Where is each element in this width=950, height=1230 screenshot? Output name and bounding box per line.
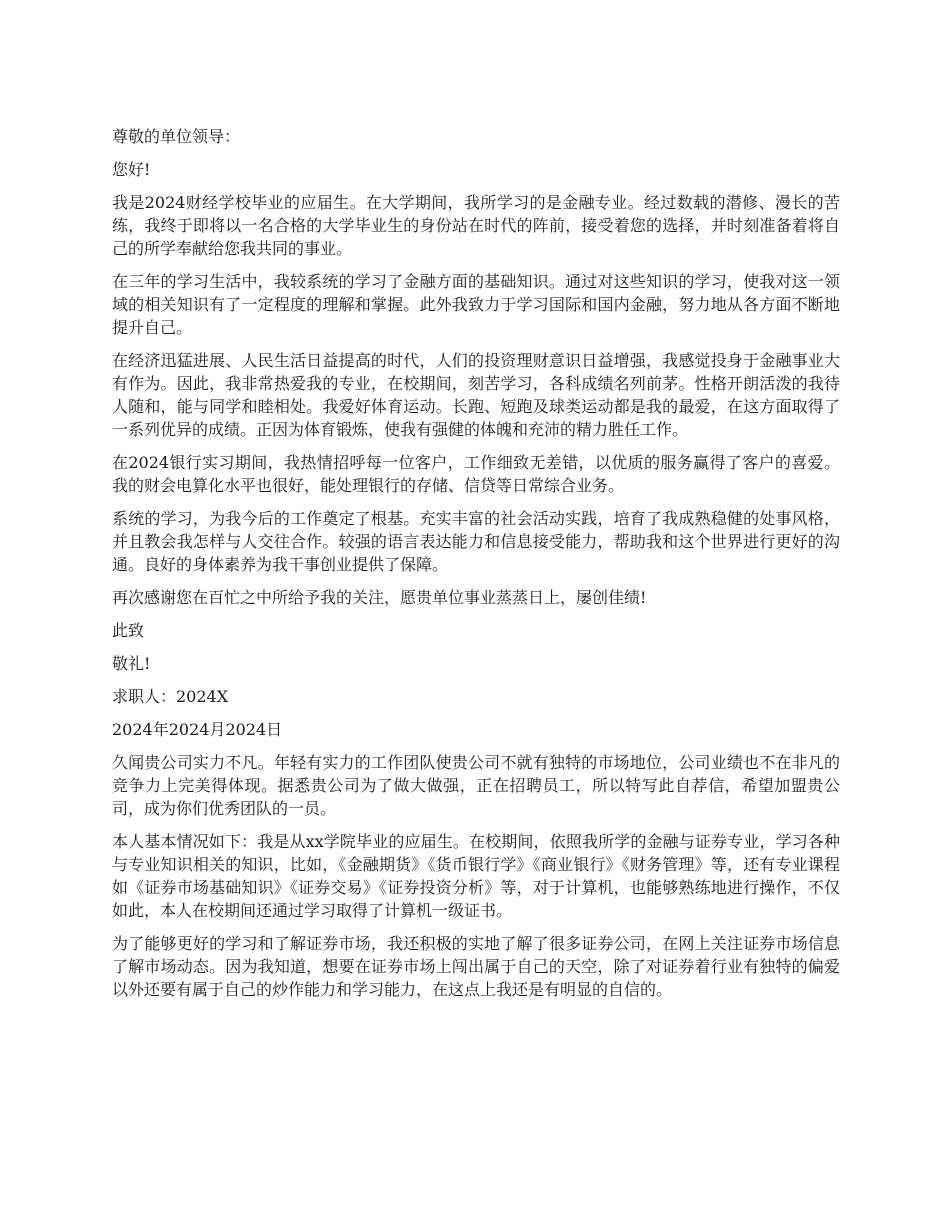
paragraph: 再次感谢您在百忙之中所给予我的关注，愿贵单位事业蒸蒸日上，屡创佳绩! [112, 588, 647, 607]
paragraph: 在经济迅猛进展、人民生活日益提高的时代，人们的投资理财意识日益增强，我感觉投身于金融事业大有作为。因此，我非常热爱我的专业，在校期间，刻苦学习，各科成绩名列前茅。性格开朗活泼的我待人随和，能与同学和睦相处。我爱好体育运动。长跑、短跑及球类运动都是我的最爱，在这方面取得了一系列优异的成绩。正因为体育锻炼，使我有强健的体魄和充沛的精力胜任工作。 [112, 351, 840, 439]
paragraph: 在2024银行实习期间，我热情招呼每一位客户，工作细致无差错，以优质的服务赢得了客户的喜爱。我的财会电算化水平也很好，能处理银行的存储、信贷等日常综合业务。 [112, 453, 840, 495]
closing-regards: 敬礼! [112, 654, 151, 673]
greeting: 您好! [112, 160, 151, 179]
letter-body [112, 125, 840, 1011]
closing-line: 此致 [112, 621, 145, 640]
paragraph: 久闻贵公司实力不凡。年轻有实力的工作团队使贵公司不就有独特的市场地位，公司业绩也不在非凡的竞争力上完美得体现。据悉贵公司为了做大做强，正在招聘员工，所以特写此自荐信，希望加盟贵公司，成为你们优秀团队的一员。 [112, 753, 840, 818]
signer: 求职人：2024X [112, 687, 229, 706]
salutation: 尊敬的单位领导： [112, 127, 241, 146]
paragraph: 我是2024财经学校毕业的应届生。在大学期间，我所学习的是金融专业。经过数载的潜修、漫长的苦练，我终于即将以一名合格的大学毕业生的身份站在时代的阵前，接受着您的选择，并时刻准备着将自己的所学奉献给您我共同的事业。 [112, 193, 840, 258]
paragraph: 系统的学习，为我今后的工作奠定了根基。充实丰富的社会活动实践，培育了我成熟稳健的处事风格，并且教会我怎样与人交往合作。较强的语言表达能力和信息接受能力，帮助我和这个世界进行更好的沟通。良好的身体素养为我干事创业提供了保障。 [112, 509, 840, 574]
paragraph: 在三年的学习生活中，我较系统的学习了金融方面的基础知识。通过对这些知识的学习，使我对这一领域的相关知识有了一定程度的理解和掌握。此外我致力于学习国际和国内金融，努力地从各方面不断地提升自己。 [112, 272, 840, 337]
paragraph: 为了能够更好的学习和了解证券市场，我还积极的实地了解了很多证券公司，在网上关注证券市场信息了解市场动态。因为我知道，想要在证券市场上闯出属于自己的天空，除了对证券着行业有独特的偏爱以外还要有属于自己的炒作能力和学习能力，在这点上我还是有明显的自信的。 [112, 934, 840, 999]
date: 2024年2024月2024日 [112, 720, 283, 739]
paragraph: 本人基本情况如下：我是从xx学院毕业的应届生。在校期间，依照我所学的金融与证券专业，学习各种与专业知识相关的知识，比如，《金融期货》《货币银行学》《商业银行》《财务管理》等，还有专业课程如《证券市场基础知识》《证券交易》《证券投资分析》等，对于计算机，也能够熟练地进行操作，不仅如此，本人在校期间还通过学习取得了计算机一级证书。 [112, 832, 840, 920]
